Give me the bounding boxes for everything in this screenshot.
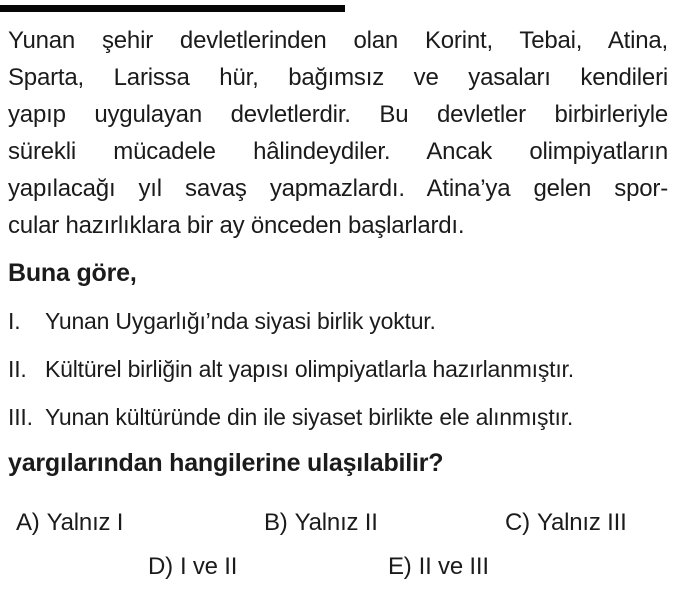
stem-line: sürekli mücadele hâlindeydiler. Ancak olimpiyatların: [8, 138, 668, 165]
statement-numeral: II.: [8, 356, 27, 382]
statement-numeral: I.: [8, 308, 21, 334]
answer-options: [8, 508, 668, 588]
option-label: E): [388, 553, 412, 580]
answer-option: [148, 552, 237, 582]
answer-option: [16, 508, 123, 538]
statement-text: Kültürel birliğin alt yapısı olimpiyatlarla hazırlanmıştır.: [45, 356, 574, 382]
option-label: C): [505, 509, 530, 536]
lead-in-text: Buna göre,: [8, 259, 137, 287]
statement-item: [8, 306, 668, 336]
option-label: B): [264, 509, 288, 536]
answer-option: [264, 508, 378, 538]
statement-item: [8, 402, 668, 432]
option-text: Yalnız II: [294, 509, 378, 536]
option-label: D): [148, 553, 173, 580]
top-left-divider-bar: [0, 5, 345, 12]
statement-text: Yunan Uygarlığı’nda siyasi birlik yoktur.: [45, 308, 436, 334]
question-prompt: yargılarından hangilerine ulaşılabilir?: [8, 449, 444, 477]
option-text: Yalnız III: [536, 509, 627, 536]
stem-line: cular hazırlıklara bir ay önceden başlarlardı.: [8, 212, 465, 239]
question-stem-paragraph: [8, 22, 668, 244]
option-text: II ve III: [418, 553, 489, 580]
statement-text: Yunan kültüründe din ile siyaset birlikte ele alınmıştır.: [45, 404, 574, 430]
statement-list: [8, 306, 668, 432]
stem-line: yapılacağı yıl savaş yapmazlardı. Atina’ya gelen spor-: [8, 175, 668, 202]
statement-item: [8, 354, 668, 384]
stem-line: Yunan şehir devletlerinden olan Korint, Tebai, Atina,: [8, 27, 668, 54]
option-text: I ve II: [179, 553, 238, 580]
stem-line: yapıp uygulayan devletlerdir. Bu devletler birbirleriyle: [8, 101, 668, 128]
answer-option: [505, 508, 627, 538]
answer-option: [388, 552, 489, 582]
stem-line: Sparta, Larissa hür, bağımsız ve yasaları kendileri: [8, 64, 668, 91]
option-label: A): [16, 509, 40, 536]
option-text: Yalnız I: [46, 509, 124, 536]
statement-numeral: III.: [8, 404, 33, 430]
